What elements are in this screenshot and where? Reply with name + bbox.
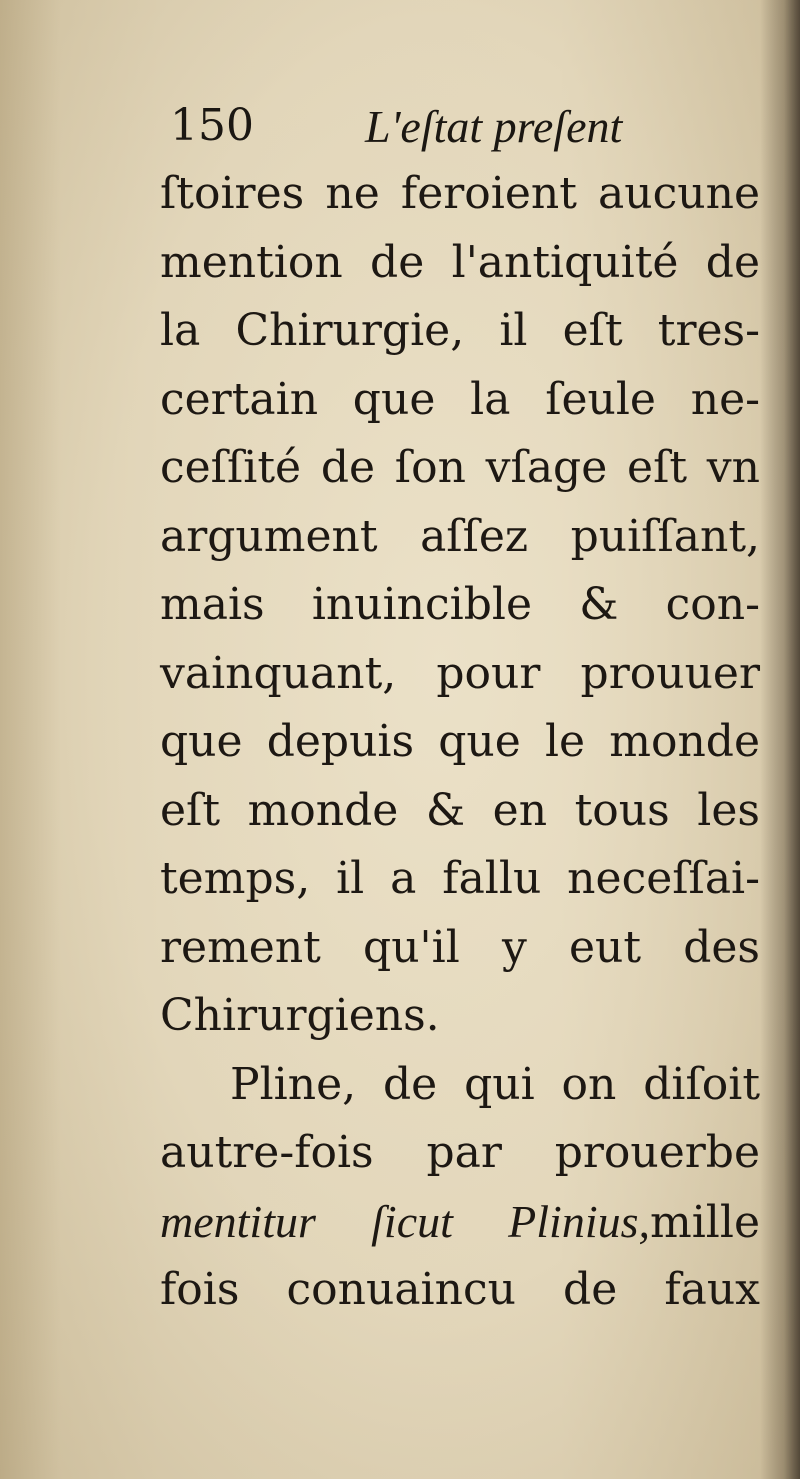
text-line: Chirurgiens. xyxy=(160,990,440,1041)
text-line: mention de l'antiquité de xyxy=(160,236,760,288)
page-number: 150 xyxy=(170,100,254,151)
text-line: fois conuaincu de faux xyxy=(160,1264,760,1315)
roman-phrase: mille xyxy=(650,1196,760,1248)
text-line: certain que la ſeule ne- xyxy=(160,373,760,425)
page-gutter-shadow xyxy=(760,0,800,1479)
text-line: la Chirurgie, il eſt tres- xyxy=(160,305,760,356)
text-line: mais inuincible & con- xyxy=(160,579,760,630)
page-header xyxy=(170,100,670,160)
text-line: ceſſité de ſon vſage eſt vn xyxy=(160,442,760,493)
running-head: L'eſtat preſent xyxy=(365,101,623,152)
italic-phrase: mentitur ſicut Plinius, xyxy=(160,1195,651,1247)
text-line-mixed xyxy=(160,1188,760,1257)
text-line: argument aſſez puiſſant, xyxy=(160,510,760,562)
body-text xyxy=(160,160,760,1325)
text-line: eſt monde & en tous les xyxy=(160,784,760,836)
text-line: ſtoires ne feroient aucune xyxy=(160,168,760,219)
text-line: que depuis que le monde xyxy=(160,716,760,767)
text-line: rement qu'il y eut des xyxy=(160,921,760,973)
text-line: autre-fois par prouerbe xyxy=(160,1127,760,1178)
text-line: Pline, de qui on diſoit xyxy=(230,1058,760,1110)
text-line: temps, il a fallu neceſſai- xyxy=(160,853,760,904)
page-edge-stain xyxy=(0,0,60,1479)
text-line: vainquant, pour prouuer xyxy=(160,647,760,699)
